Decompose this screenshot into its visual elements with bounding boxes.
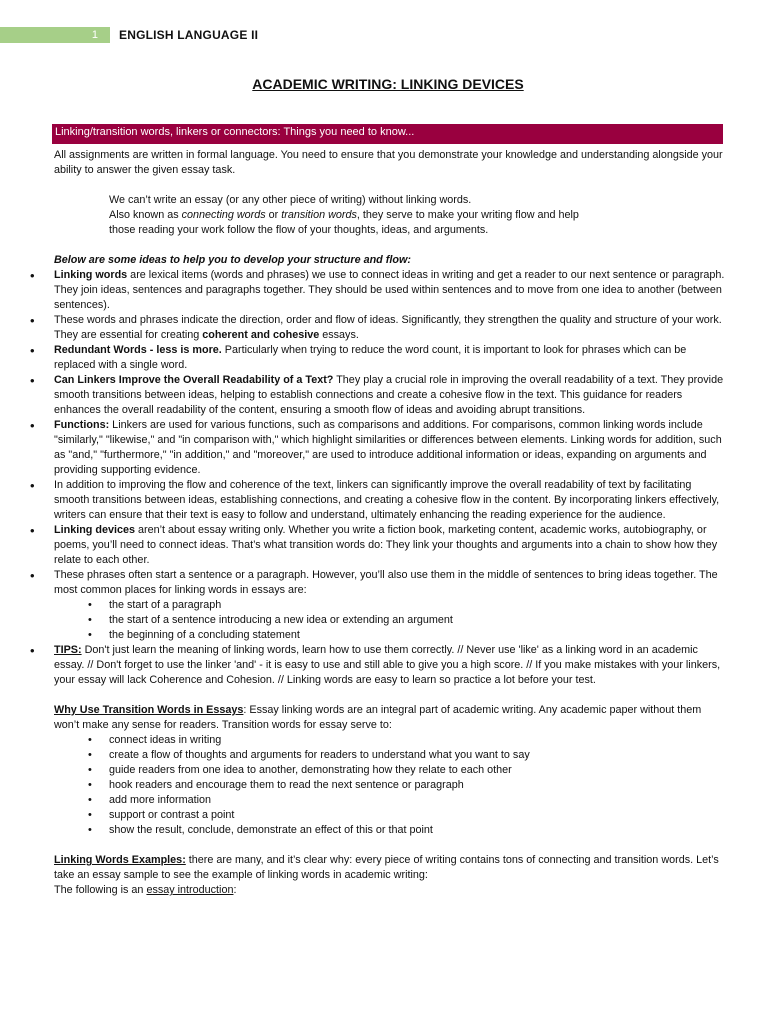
sub-list-item: • the start of a paragraph: [109, 598, 726, 613]
ideas-list: [54, 268, 726, 688]
sub-list-item: • create a flow of thoughts and arguments for readers to understand what you want to say: [109, 748, 726, 763]
sub-list-item: • add more information: [109, 793, 726, 808]
quote-line: We can’t write an essay (or any other piece of writing) without linking words.: [109, 194, 472, 206]
page-number: 1: [0, 27, 110, 43]
why-paragraph: Why Use Transition Words in Essays: Essay linking words are an integral part of academic writing. Any academic paper without them won’t make any sense for readers. Transition words for essay serve to:: [54, 704, 702, 731]
why-list: [109, 733, 726, 838]
intro-paragraph: All assignments are written in formal language. You need to ensure that you demonstrate your knowledge and understanding alongside your ability to answer the given essay task.: [54, 149, 723, 176]
quote-line: Also known as connecting words or transition words, they serve to make your writing flow and help: [109, 209, 579, 221]
sub-list-item: • connect ideas in writing: [109, 733, 726, 748]
document-title: ACADEMIC WRITING: LINKING DEVICES: [252, 76, 524, 92]
intro-quote: [109, 193, 726, 238]
sub-list-item: • show the result, conclude, demonstrate an effect of this or that point: [109, 823, 726, 838]
sub-list-item: • the start of a sentence introducing a new idea or extending an argument: [109, 613, 726, 628]
page-header: [0, 26, 768, 44]
sub-list: [109, 598, 726, 643]
following-line: The following is an essay introduction:: [54, 884, 237, 896]
list-item: • TIPS: Don't just learn the meaning of linking words, learn how to use them correctly. // Never use 'like' as a linking word in an academic essay. // Don't forget to use the linker 'and' - it is easy to use and still able to give you a high score. // If you make mistakes with your linkers, your essay will lack Coherence and Cohesion. // Linking words are easy to learn so practice a lot before your test.: [54, 643, 726, 688]
list-item: • In addition to improving the flow and coherence of the text, linkers can significantly improve the overall readability of text by facilitating smooth transitions between ideas, establishing connections, and creating a cohesive flow in the content. By incorporating linkers effectively, writers can ensure that their text is easy to follow and understand, ultimately enhancing the reading experience for the audience.: [54, 478, 726, 523]
list-item: • Linking words are lexical items (words and phrases) we use to connect ideas in writing and get a reader to our next sentence or paragraph. They join ideas, sentences and paragraphs together. They should be used within sentences and to move from one idea to another (between sentences).: [54, 268, 726, 313]
document-body: [54, 148, 726, 898]
list-item: • Redundant Words - less is more. Particularly when trying to reduce the word count, it is important to look for phrases which can be replaced with a single word.: [54, 343, 726, 373]
section-banner: Linking/transition words, linkers or connectors: Things you need to know...: [52, 124, 723, 144]
list-item: • These words and phrases indicate the direction, order and flow of ideas. Significantly, they strengthen the quality and structure of your work. They are essential for creating coherent and cohesive essays.: [54, 313, 726, 343]
list-item: • Linking devices aren’t about essay writing only. Whether you write a fiction book, marketing content, academic works, autobiography, or poems, you’ll need to connect ideas. That’s what transition words do: They link your thoughts and arguments into a chain to show how they relate to each other.: [54, 523, 726, 568]
examples-paragraph: Linking Words Examples: there are many, and it’s clear why: every piece of writing contains tons of connecting and transition words. Let’s take an essay sample to see the example of linking words in academic writing:: [54, 854, 719, 881]
sub-list-item: • support or contrast a point: [109, 808, 726, 823]
list-item: • These phrases often start a sentence or a paragraph. However, you’ll also use them in the middle of sentences to bring ideas together. The most common places for linking words in essays are: • the start of a paragraph • the start of a sentence introducing a new idea or extending an argument • the beginning of a concluding statement: [54, 568, 726, 643]
quote-line: those reading your work follow the flow of your thoughts, ideas, and arguments.: [109, 224, 489, 236]
essay-introduction-link[interactable]: essay introduction: [146, 884, 234, 896]
ideas-heading: Below are some ideas to help you to develop your structure and flow:: [54, 254, 411, 266]
sub-list-item: • hook readers and encourage them to read the next sentence or paragraph: [109, 778, 726, 793]
list-item: • Can Linkers Improve the Overall Readability of a Text? They play a crucial role in improving the overall readability of a text. They provide smooth transitions between ideas, helping to establish connections and create a cohesive flow in the text. This guidance for readers enhances the overall readability of the content, ensuring a smooth flow of ideas and avoiding abrupt transitions.: [54, 373, 726, 418]
list-item: • Functions: Linkers are used for various functions, such as comparisons and additions. For comparisons, common linking words include "similarly," "likewise," and "in comparison with," which highlight similarities or differences between elements. Linking words for addition, such as "and," "furthermore," "in addition," and "moreover," are used to introduce additional information or ideas, expanding on arguments and providing supporting evidence.: [54, 418, 726, 478]
sub-list-item: • the beginning of a concluding statement: [109, 628, 726, 643]
header-title: ENGLISH LANGUAGE II: [119, 28, 259, 42]
sub-list-item: • guide readers from one idea to another, demonstrating how they relate to each other: [109, 763, 726, 778]
